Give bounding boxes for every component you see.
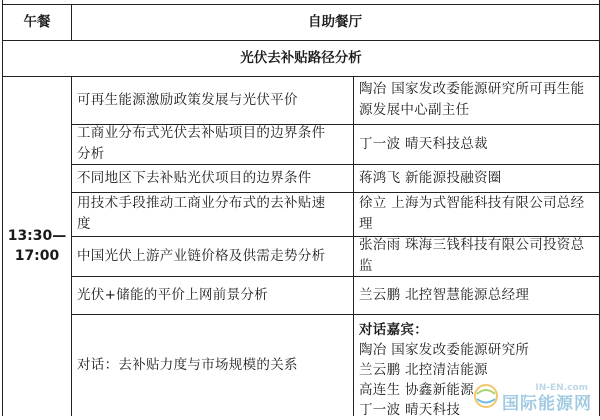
agenda-speaker: 丁一波 晴天科技总裁: [359, 135, 488, 152]
col-divider: [71, 76, 72, 416]
guests-label: 对话嘉宾：: [359, 322, 428, 338]
watermark-text: 国际能源网: [502, 394, 592, 414]
agenda-speaker: 徐立 上海为式智能科技有限公司总经 理: [359, 195, 585, 232]
globe-logo-icon: [472, 382, 500, 410]
agenda-topic: 中国光伏上游产业链价格及供需走势分析: [77, 247, 326, 264]
session-time: [3, 76, 71, 416]
agenda-topic: 可再生能源激励政策发展与光伏平价: [77, 91, 298, 108]
agenda-topic: 工商业分布式光伏去补贴项目的边界条件 分析: [77, 125, 326, 162]
watermark: [472, 374, 592, 414]
header-lunch: 午餐: [23, 13, 51, 30]
time-end: 17:00: [14, 248, 60, 264]
guest-item: 高连生 协鑫新能源: [359, 382, 474, 398]
header-buffet: 自助餐厅: [308, 13, 362, 30]
agenda-speaker: 张治雨 珠海三钱科技有限公司投资总 监: [359, 237, 585, 274]
agenda-speaker: 陶冶 国家发改委能源研究所可再生能 源发展中心副主任: [359, 81, 585, 118]
dialog-topic: 对话：去补贴力度与市场规模的关系: [77, 356, 298, 373]
guest-item: 陶冶 国家发改委能源研究所: [359, 342, 530, 358]
guest-item: 丁一波 晴天科技: [359, 402, 461, 418]
col-divider: [353, 76, 354, 416]
agenda-topic: 不同地区下去补贴光伏项目的边界条件: [77, 169, 312, 186]
agenda-speaker: 兰云鹏 北控智慧能源总经理: [359, 286, 530, 303]
guest-item: 兰云鹏 北控清洁能源: [359, 362, 488, 378]
agenda-topic: 用技术手段推动工商业分布式的去补贴速 度: [77, 195, 326, 232]
time-start: 13:30—: [7, 228, 67, 244]
agenda-speaker: 蒋鸿飞 新能源投融资圈: [359, 169, 502, 186]
section-title: 光伏去补贴路径分析: [240, 49, 362, 66]
schedule-table: [2, 0, 600, 416]
watermark-sub: IN-EN.com: [535, 383, 588, 393]
agenda-topic: 光伏+储能的平价上网前景分析: [77, 286, 269, 303]
